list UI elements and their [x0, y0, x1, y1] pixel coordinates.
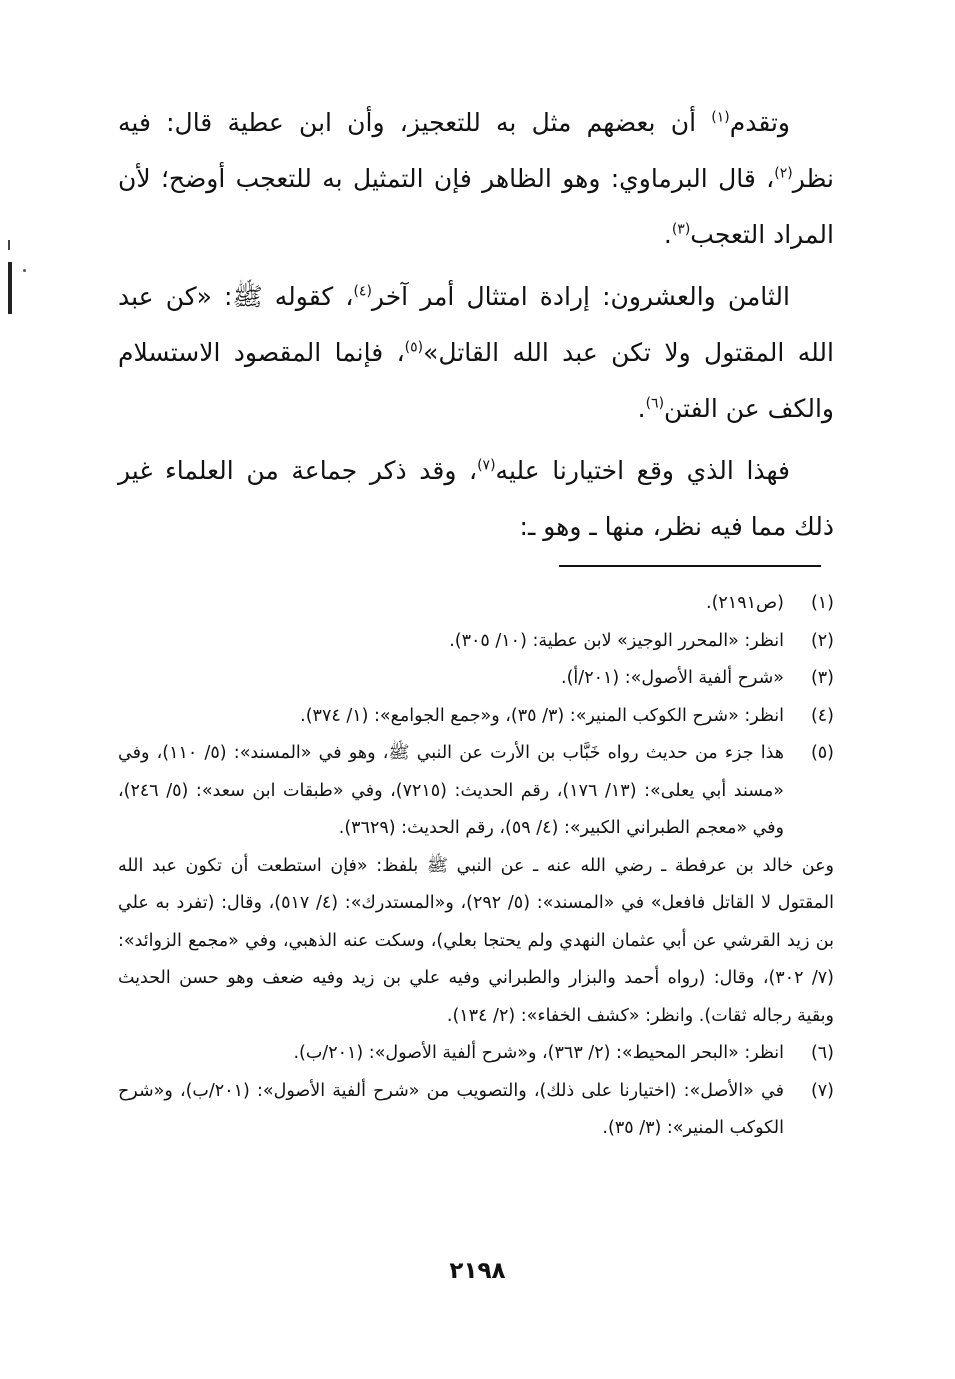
footnote-marker[interactable]: (٢) [774, 165, 793, 182]
footnote-separator [559, 565, 821, 567]
paragraph [118, 95, 834, 263]
paragraph-text: . [637, 394, 646, 423]
page-number: ٢١٩٨ [449, 1258, 506, 1284]
footnote-marker[interactable]: (٧) [477, 457, 496, 474]
paragraph-text: ، وقد ذكر جماعة من العلماء غير ذلك مما فيه نظر، منها ـ وهو ـ: [118, 456, 834, 541]
paragraph [118, 269, 834, 437]
margin-scan-bar [8, 262, 12, 314]
footnote-text: انظر: «شرح الكوكب المنير»: (٣/ ٣٥)، و«جمع الجوامع»: (١/ ٣٧٤). [300, 705, 784, 726]
footnote-marker[interactable]: (٥) [404, 339, 424, 356]
footnote-number: (٢) [810, 630, 834, 651]
footnote-marker[interactable]: (٤) [353, 283, 372, 300]
footnote-number: (٦) [810, 1043, 834, 1063]
footnote-text: في «الأصل»: (اختيارنا على ذلك)، والتصويب من «شرح ألفية الأصول»: (٢٠١/ب)، و«شرح الكوكب المنير»: (٣/ ٣٥). [118, 1080, 784, 1138]
footnote-text: «شرح ألفية الأصول»: (٢٠١/أ). [561, 668, 784, 688]
paragraph-text: وتقدم [729, 108, 790, 137]
paragraph-text: . [663, 220, 672, 249]
paragraph-text: ، كقوله ﷺ: «كن عبد الله المقتول ولا تكن عبد الله القاتل» [118, 282, 834, 367]
paragraph [118, 443, 834, 555]
footnote [118, 698, 834, 736]
footnote-number: (٧) [810, 1080, 834, 1101]
footnote [118, 1073, 834, 1148]
footnote-text: انظر: «المحرر الوجيز» لابن عطية: (١٠/ ٣٠٥). [449, 630, 784, 651]
footnote [118, 585, 834, 623]
margin-scan-mark [8, 240, 10, 250]
margin-scan-dot [23, 269, 26, 272]
footnote [118, 735, 834, 848]
footnote-number: (١) [810, 593, 834, 613]
paragraph-text: الثامن والعشرون: إرادة امتثال أمر آخر [371, 282, 790, 311]
footnote-number: (٤) [810, 705, 834, 726]
footnote-marker[interactable]: (٣) [671, 221, 691, 238]
footnotes [118, 585, 834, 1148]
paragraph-text: ، فإنما المقصود الاستسلام والكف عن الفتن [118, 338, 834, 423]
footnote [118, 1035, 834, 1073]
footnote [118, 623, 834, 661]
main-text [118, 95, 834, 561]
footnote-number: (٥) [810, 743, 834, 763]
footnote-text: هذا جزء من حديث رواه خَبَّاب بن الأرت عن النبي ﷺ، وهو في «المسند»: (٥/ ١١٠)، وفي «مسند أبي يعلى»: (١٣/ ١٧٦)، رقم الحديث: (٧٢١٥)، وفي «طبقات ابن سعد»: (٥/ ٢٤٦)، وفي «معجم الطبراني الكبير»: (٤/ ٥٩)، رقم الحديث: (٣٦٢٩). [118, 743, 784, 838]
paragraph-text: فهذا الذي وقع اختيارنا عليه [495, 456, 790, 485]
paragraph-text: أن بعضهم مثل به للتعجيز، وأن ابن عطية قال: فيه نظر [118, 108, 834, 193]
footnote [118, 660, 834, 698]
footnote-marker[interactable]: (٦) [645, 395, 665, 412]
paragraph-text: ، قال البرماوي: وهو الظاهر فإن التمثيل به للتعجب أوضح؛ لأن المراد التعجب [118, 164, 834, 249]
footnote-text: انظر: «البحر المحيط»: (٢/ ٣٦٣)، و«شرح ألفية الأصول»: (٢٠١/ب). [293, 1043, 784, 1063]
footnote-continuation: وعن خالد بن عرفطة ـ رضي الله عنه ـ عن النبي ﷺ بلفظ: «فإن استطعت أن تكون عبد الله المقتول لا القاتل فافعل» في «المسند»: (٥/ ٢٩٢)، و«المستدرك»: (٤/ ٥١٧)، وقال: (تفرد به علي بن زيد القرشي عن أبي عثمان النهدي ولم يحتجا بعلي)، وسكت عنه الذهبي، وفي «مجمع الزوائد»: (٧/ ٣٠٢)، وقال: (رواه أحمد والبزار والطبراني وفيه علي بن زيد وفيه ضعف وهو حسن الحديث وبقية رجاله ثقات). وانظر: «كشف الخفاء»: (٢/ ١٣٤). [118, 855, 834, 1026]
footnote-number: (٣) [810, 668, 834, 688]
footnote-text: (ص٢١٩١). [706, 593, 784, 613]
footnote-marker[interactable]: (١) [711, 109, 730, 126]
